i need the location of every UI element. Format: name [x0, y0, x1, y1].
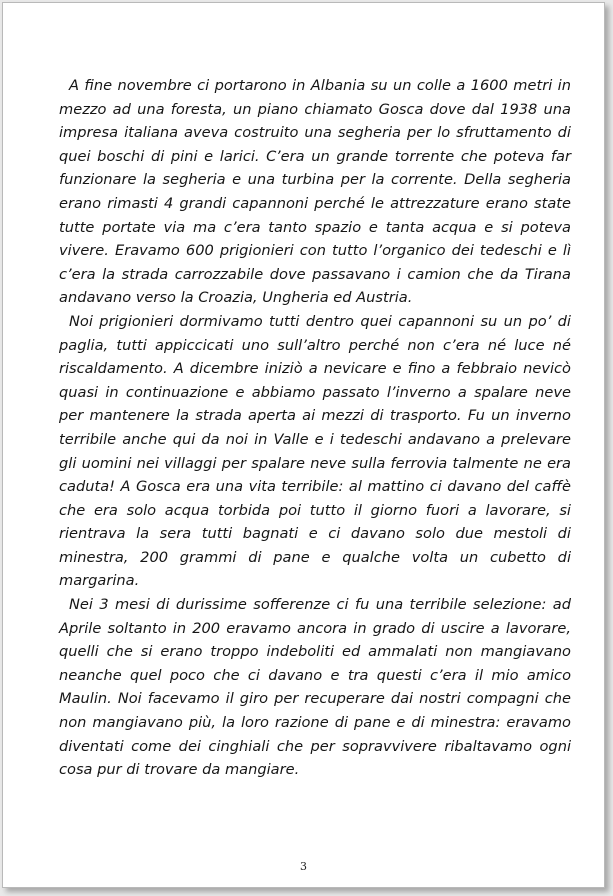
paragraph-2: Noi prigionieri dormivamo tutti dentro quei capannoni su un po’ di paglia, tutti appiccicati uno sull’altro perché non c’era né luce né riscaldamento. A dicembre iniziò a nevicare e fino a febbraio nevicò quasi in continuazione e abbiamo passato l’inverno a spalare neve per mantenere la strada aperta ai mezzi di trasporto. Fu un inverno terribile anche qui da noi in Valle e i tedeschi andavano a prelevare gli uomini nei villaggi per spalare neve sulla ferrovia talmente ne era caduta! A Gosca era una vita terribile: al mattino ci davano del caffè che era solo acqua torbida poi tutto il giorno fuori a lavorare, si rientrava la sera tutti bagnati e ci davano solo due mestoli di minestra, 200 grammi di pane e qualche volta un cubetto di margarina.: [59, 312, 571, 590]
body-text: [59, 74, 571, 782]
paragraph-1: A fine novembre ci portarono in Albania su un colle a 1600 metri in mezzo ad una foresta, un piano chiamato Gosca dove dal 1938 una impresa italiana aveva costruito una segheria per lo sfruttamento di quei boschi di pini e larici. C’era un grande torrente che poteva far funzionare la segheria e una turbina per la corrente. Della segheria erano rimasti 4 grandi capannoni perché le attrezzature erano state tutte portate via ma c’era tanto spazio e tanta acqua e si poteva vivere. Eravamo 600 prigionieri con tutto l’organico dei tedeschi e lì c’era la strada carrozzabile dove passavano i camion che da Tirana andavano verso la Croazia, Ungheria ed Austria.: [59, 77, 571, 307]
page-number: 3: [300, 860, 307, 873]
paragraph-3: Nei 3 mesi di durissime sofferenze ci fu una terribile selezione: ad Aprile soltanto in 200 eravamo ancora in grado di uscire a lavorare, quelli che si erano troppo indeboliti ed ammalati non mangiavano neanche quel poco che ci davano e tra questi c’era il mio amico Maulin. Noi facevamo il giro per recuperare dai nostri compagni che non mangiavano più, la loro razione di pane e di minestra: eravamo diventati come dei cinghiali che per sopravvivere ribaltavamo ogni cosa pur di trovare da mangiare.: [59, 596, 571, 779]
document-page: [2, 2, 605, 888]
